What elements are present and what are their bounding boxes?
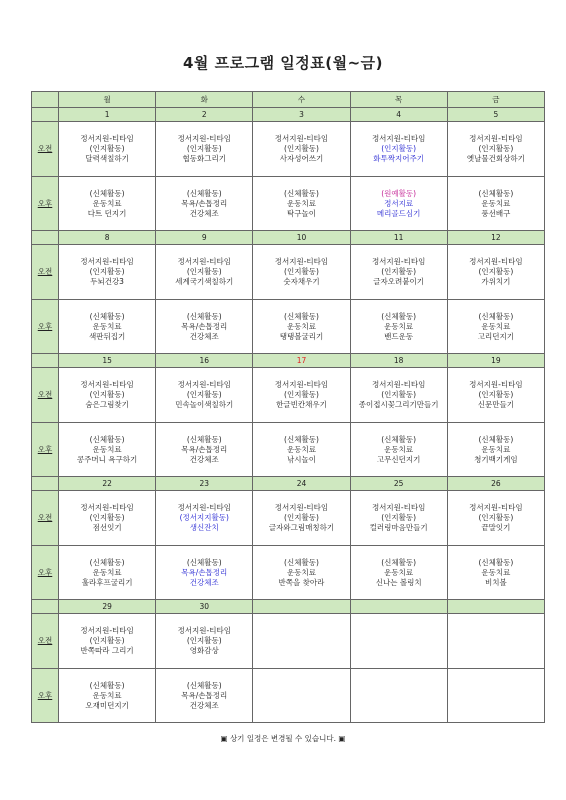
program-cell (447, 423, 544, 477)
program-cell (59, 245, 156, 300)
program-cell (156, 669, 253, 723)
morning-label (32, 122, 59, 177)
program-type: (인지활동) (186, 390, 222, 399)
program-category: 정서지원-티타임 (177, 134, 231, 143)
period-label-text: 오후 (37, 567, 53, 577)
program-activity: 낚시놀이 (286, 454, 316, 464)
program-activity: 반쪽따라 그리기 (80, 646, 134, 655)
program-activity: 점선잇기 (92, 523, 122, 532)
program-category: (신체활동) (284, 311, 319, 321)
program-activity: 신문만들기 (477, 400, 514, 409)
program-cell (350, 546, 447, 600)
date-row (32, 108, 545, 122)
program-type: (인지활동) (89, 390, 125, 399)
program-type: (인지활동) (186, 267, 222, 276)
program-activity: 고리던지기 (477, 331, 514, 341)
program-activity: 신나는 볼링치 (375, 577, 422, 587)
program-type: (인지활동) (89, 267, 125, 276)
program-category: 정서지원-티타임 (80, 134, 134, 143)
morning-label (32, 245, 59, 300)
program-category: (신체활동) (89, 434, 125, 444)
program-activity: 색판뒤집기 (88, 331, 126, 341)
program-type: 목욕/손톱정리 (181, 567, 228, 577)
date-row-spacer (32, 231, 59, 245)
program-category: (원예활동) (381, 188, 417, 198)
program-type: 운동치료 (384, 444, 414, 454)
program-cell (59, 368, 156, 423)
program-category: 정서지원-티타임 (274, 380, 329, 389)
program-category: (신체활동) (478, 557, 514, 567)
program-cell (447, 122, 544, 177)
program-category: 정서지원-티타임 (469, 380, 523, 389)
date-cell (350, 600, 447, 614)
morning-row (32, 122, 545, 177)
program-type: (인지활동) (186, 144, 222, 153)
weekday-tue: 화 (156, 92, 253, 108)
program-activity: 건강체조 (189, 577, 219, 587)
program-type: (인지활동) (284, 390, 319, 399)
period-label-text: 오전 (37, 267, 53, 276)
afternoon-label (32, 669, 59, 723)
program-type: (인지활동) (381, 390, 417, 399)
date-cell: 22 (59, 477, 156, 491)
program-activity: 사자성어쓰기 (279, 154, 324, 163)
program-cell (350, 669, 447, 723)
program-category: 정서지원-티타임 (469, 503, 523, 512)
program-cell (350, 300, 447, 354)
page-title-text: 4월 프로그램 일정표(월~금) (182, 54, 384, 72)
period-label-text: 오전 (37, 390, 53, 399)
date-cell (447, 600, 544, 614)
program-type: 운동치료 (92, 444, 122, 454)
program-type: (인지활동) (478, 144, 514, 153)
program-activity: 민속놀이색칠하기 (175, 400, 234, 409)
morning-row (32, 245, 545, 300)
program-category: (신체활동) (186, 188, 222, 198)
program-type: (인지활동) (186, 636, 222, 645)
program-cell (447, 368, 544, 423)
morning-row (32, 368, 545, 423)
program-type: (인지활동) (381, 144, 417, 153)
program-category: (신체활동) (186, 311, 222, 321)
program-type: 운동치료 (481, 198, 511, 208)
program-activity: 콩주머니 욕구하기 (76, 454, 138, 464)
program-category: (신체활동) (284, 188, 319, 198)
program-cell (350, 614, 447, 669)
program-cell (253, 423, 350, 477)
date-row (32, 231, 545, 245)
date-cell: 18 (350, 354, 447, 368)
date-cell: 12 (447, 231, 544, 245)
program-category: (신체활동) (89, 188, 125, 198)
program-activity: 밴드운동 (384, 331, 414, 341)
afternoon-row (32, 423, 545, 477)
program-category: (신체활동) (89, 311, 125, 321)
morning-row (32, 614, 545, 669)
date-cell: 17 (253, 354, 350, 368)
program-category: 정서지원-티타임 (274, 257, 329, 266)
date-row (32, 477, 545, 491)
program-activity: 협동화그리기 (182, 154, 227, 163)
program-cell (253, 177, 350, 231)
date-row-spacer (32, 477, 59, 491)
date-cell: 15 (59, 354, 156, 368)
header-corner (32, 92, 59, 108)
program-activity: 종이접시꽃그리기만들기 (358, 400, 439, 409)
program-activity: 건강체조 (189, 331, 219, 341)
program-cell (59, 300, 156, 354)
program-cell (156, 300, 253, 354)
program-cell (350, 491, 447, 546)
program-cell (447, 245, 544, 300)
program-cell (156, 122, 253, 177)
program-activity: 풍선배구 (481, 208, 511, 218)
program-activity: 화투짝지어주기 (373, 154, 425, 163)
program-category: (신체활동) (186, 557, 222, 567)
date-cell: 16 (156, 354, 253, 368)
program-category: (신체활동) (478, 188, 514, 198)
date-cell: 25 (350, 477, 447, 491)
program-type: 운동치료 (481, 321, 511, 331)
morning-label (32, 368, 59, 423)
program-type: (인지활동) (284, 267, 319, 276)
period-label-text: 오전 (37, 636, 53, 645)
date-row (32, 600, 545, 614)
program-category: 정서지원-티타임 (80, 503, 134, 512)
program-activity: 탱탱볼굴리기 (279, 331, 324, 341)
weekday-fri: 금 (447, 92, 544, 108)
program-activity: 다트 던지기 (87, 208, 127, 218)
date-cell: 24 (253, 477, 350, 491)
program-type: 목욕/손톱정리 (181, 198, 228, 208)
date-cell: 8 (59, 231, 156, 245)
program-activity: 탁구놀이 (286, 208, 316, 218)
footer-note: ▣ 상기 일정은 변경될 수 있습니다. ▣ (220, 734, 346, 743)
date-cell: 1 (59, 108, 156, 122)
weekday-mon: 월 (59, 92, 156, 108)
program-cell (447, 300, 544, 354)
program-cell (59, 491, 156, 546)
program-cell (59, 122, 156, 177)
program-type: (정서지지활동) (179, 513, 229, 522)
program-activity: 컬러링마음만들기 (369, 523, 428, 532)
schedule-table (31, 91, 545, 723)
period-label-text: 오후 (37, 444, 53, 454)
program-type: 운동치료 (92, 321, 122, 331)
morning-row (32, 491, 545, 546)
program-cell (350, 177, 447, 231)
period-label-text: 오후 (37, 198, 53, 208)
program-cell (253, 614, 350, 669)
program-type: 운동치료 (481, 567, 511, 577)
title-wrap (0, 52, 566, 73)
program-category: (신체활동) (89, 680, 125, 690)
program-cell (447, 546, 544, 600)
program-category: (신체활동) (186, 434, 222, 444)
program-type: 운동치료 (286, 444, 316, 454)
program-category: 정서지원-티타임 (80, 380, 134, 389)
program-type: 운동치료 (286, 321, 316, 331)
program-activity: 영화감상 (189, 646, 219, 655)
program-category: (신체활동) (186, 680, 222, 690)
program-type: (인지활동) (89, 636, 125, 645)
program-category: (신체활동) (381, 434, 417, 444)
period-label-text: 오후 (37, 690, 53, 700)
afternoon-row (32, 177, 545, 231)
date-row-spacer (32, 600, 59, 614)
program-activity: 청기백기게임 (474, 454, 518, 464)
program-type: 운동치료 (286, 198, 316, 208)
date-row (32, 354, 545, 368)
program-category: 정서지원-티타임 (177, 257, 231, 266)
program-category: 정서지원-티타임 (80, 626, 134, 635)
program-activity: 반쪽을 찾아라 (278, 577, 325, 587)
program-cell (447, 177, 544, 231)
afternoon-label (32, 300, 59, 354)
date-cell: 19 (447, 354, 544, 368)
program-category: 정서지원-티타임 (469, 257, 523, 266)
program-category: 정서지원-티타임 (469, 134, 523, 143)
program-cell (350, 122, 447, 177)
program-cell (447, 614, 544, 669)
program-activity: 글자오려붙이기 (373, 277, 425, 286)
program-category: 정서지원-티타임 (177, 503, 231, 512)
program-category: 정서지원-티타임 (371, 257, 426, 266)
program-category: 정서지원-티타임 (177, 380, 231, 389)
program-category: (신체활동) (381, 311, 417, 321)
afternoon-label (32, 546, 59, 600)
program-cell (253, 546, 350, 600)
morning-label (32, 614, 59, 669)
program-category: (신체활동) (89, 557, 125, 567)
program-cell (350, 245, 447, 300)
program-cell (59, 669, 156, 723)
program-cell (156, 245, 253, 300)
program-type: 정서지료 (384, 198, 414, 208)
program-category: (신체활동) (478, 434, 514, 444)
program-cell (156, 368, 253, 423)
date-cell: 29 (59, 600, 156, 614)
program-type: (인지활동) (381, 513, 417, 522)
program-cell (59, 614, 156, 669)
program-category: (신체활동) (381, 557, 417, 567)
program-category: 정서지원-티타임 (371, 503, 426, 512)
program-activity: 가위치기 (481, 277, 511, 286)
program-type: (인지활동) (381, 267, 417, 276)
program-activity: 오재미던지기 (85, 700, 129, 710)
program-activity: 숫자채우기 (283, 277, 320, 286)
afternoon-row (32, 300, 545, 354)
date-cell: 10 (253, 231, 350, 245)
program-cell (447, 491, 544, 546)
program-cell (156, 546, 253, 600)
program-activity: 생신잔치 (189, 523, 219, 532)
weekday-thu: 목 (350, 92, 447, 108)
program-activity: 세계국기색칠하기 (175, 277, 234, 286)
date-cell: 5 (447, 108, 544, 122)
date-cell: 9 (156, 231, 253, 245)
program-activity: 옛날물건회상하기 (466, 154, 525, 163)
weekday-wed: 수 (253, 92, 350, 108)
date-cell: 2 (156, 108, 253, 122)
program-category: 정서지원-티타임 (80, 257, 134, 266)
program-cell (156, 491, 253, 546)
program-activity: 끝말잇기 (481, 523, 511, 532)
program-type: 목욕/손톱정리 (181, 690, 228, 700)
date-cell: 4 (350, 108, 447, 122)
afternoon-label (32, 177, 59, 231)
program-activity: 건강체조 (189, 454, 219, 464)
program-category: 정서지원-티타임 (371, 134, 426, 143)
period-label-text: 오전 (37, 513, 53, 522)
program-activity: 훌라후프굴리기 (81, 577, 133, 587)
program-type: 운동치료 (481, 444, 511, 454)
schedule-body (32, 108, 545, 723)
program-type: 운동치료 (384, 567, 414, 577)
program-type: 운동치료 (384, 321, 414, 331)
date-cell: 26 (447, 477, 544, 491)
morning-label (32, 491, 59, 546)
program-type: 운동치료 (286, 567, 316, 577)
program-activity: 두뇌건강3 (90, 277, 124, 286)
program-category: 정서지원-티타임 (177, 626, 231, 635)
program-category: (신체활동) (478, 311, 514, 321)
program-activity: 달력색칠하기 (85, 154, 129, 163)
program-cell (59, 423, 156, 477)
program-cell (350, 368, 447, 423)
program-type: (인지활동) (478, 267, 514, 276)
program-cell (253, 245, 350, 300)
program-cell (350, 423, 447, 477)
program-category: (신체활동) (284, 434, 319, 444)
program-cell (253, 122, 350, 177)
date-row-spacer (32, 354, 59, 368)
program-cell (447, 669, 544, 723)
date-row-spacer (32, 108, 59, 122)
date-cell: 30 (156, 600, 253, 614)
date-cell (253, 600, 350, 614)
program-activity: 글자와그림매칭하기 (268, 523, 335, 532)
program-cell (156, 177, 253, 231)
program-category: (신체활동) (284, 557, 319, 567)
afternoon-row (32, 669, 545, 723)
program-activity: 건강체조 (189, 208, 219, 218)
program-activity: 메리골드심기 (376, 208, 421, 218)
program-type: 운동치료 (92, 567, 122, 577)
program-activity: 비치볼 (485, 577, 507, 587)
program-type: 운동치료 (92, 690, 122, 700)
program-cell (253, 368, 350, 423)
program-type: (인지활동) (478, 513, 514, 522)
program-type: 운동치료 (92, 198, 122, 208)
program-type: (인지활동) (478, 390, 514, 399)
page-title (181, 52, 385, 73)
afternoon-label (32, 423, 59, 477)
program-activity: 고무신던지기 (376, 454, 421, 464)
weekday-header-row (32, 92, 545, 108)
date-cell: 23 (156, 477, 253, 491)
program-category: 정서지원-티타임 (371, 380, 426, 389)
program-cell (253, 300, 350, 354)
program-type: (인지활동) (284, 144, 319, 153)
program-cell (253, 491, 350, 546)
date-cell: 11 (350, 231, 447, 245)
program-activity: 숨은그림찾기 (85, 400, 129, 409)
program-activity: 건강체조 (189, 700, 219, 710)
afternoon-row (32, 546, 545, 600)
date-cell: 3 (253, 108, 350, 122)
program-category: 정서지원-티타임 (274, 134, 329, 143)
program-type: (인지활동) (284, 513, 319, 522)
program-type: 목욕/손톱정리 (181, 444, 228, 454)
period-label-text: 오후 (37, 321, 53, 331)
program-cell (253, 669, 350, 723)
program-cell (59, 177, 156, 231)
program-type: 목욕/손톱정리 (181, 321, 228, 331)
program-type: (인지활동) (89, 144, 125, 153)
program-type: (인지활동) (89, 513, 125, 522)
period-label-text: 오전 (37, 144, 53, 153)
program-cell (156, 614, 253, 669)
program-cell (156, 423, 253, 477)
program-category: 정서지원-티타임 (274, 503, 329, 512)
program-activity: 한글빈칸채우기 (276, 400, 327, 409)
program-cell (59, 546, 156, 600)
